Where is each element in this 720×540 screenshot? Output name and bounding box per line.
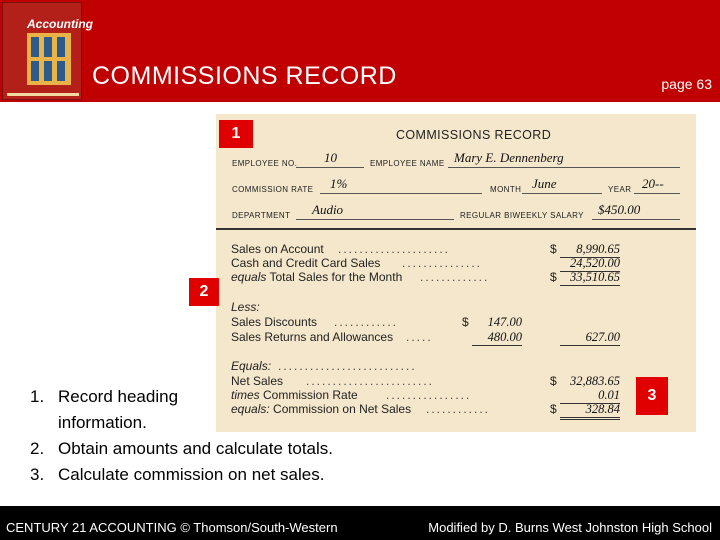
steps-list xyxy=(8,384,333,488)
step-3-badge: 3 xyxy=(636,377,668,415)
rate-amount: 0.01 xyxy=(560,388,620,404)
textbook-cover-image xyxy=(2,2,93,100)
less-label: Less: xyxy=(231,300,260,314)
commission-rate-row-label: times Commission Rate xyxy=(231,388,358,402)
sales-on-account-amount: 8,990.65 xyxy=(560,242,620,258)
commissions-record-form: COMMISSIONS RECORD EMPLOYEE NO. 10 EMPLOYEE NAME Mary E. Dennenberg COMMISSION RATE 1% MONTH June YEAR 20-- DEPARTMENT Audio REGULAR BIWEEKLY SALARY $450.00 Sales on Account ..................... $ 8,990.65 Cash and Credit Card Sales ............... 24,520.00 equals Total Sales for the Month ............. $ 33,510.65 Less: Sales Discounts ............ $ 147.00 Sales Returns and Allowances ..... 480.00 627.00 Equals: .......................... Net Sales ........................ $ 32,883.65 times Commission Rate ................ 0.01 equals: Commission on Net Sales ............ $ 328.84 xyxy=(216,114,696,432)
form-title: COMMISSIONS RECORD xyxy=(396,128,552,142)
employee-name-label: EMPLOYEE NAME xyxy=(370,159,445,168)
list-item: 2. Obtain amounts and calculate totals. xyxy=(30,439,333,458)
cash-credit-label: Cash and Credit Card Sales xyxy=(231,256,381,270)
sales-on-account-label: Sales on Account xyxy=(231,242,324,256)
cash-credit-amount: 24,520.00 xyxy=(560,256,620,272)
footer xyxy=(0,506,720,540)
salary-value: $450.00 xyxy=(598,202,641,217)
commission-amount: 328.84 xyxy=(560,402,620,420)
commission-label: equals: Commission on Net Sales xyxy=(231,402,412,416)
footer-left-text: CENTURY 21 ACCOUNTING © Thomson/South-Western xyxy=(6,520,338,535)
commission-rate-value: 1% xyxy=(330,176,348,191)
step-2-badge: 2 xyxy=(189,278,219,306)
employee-no-label: EMPLOYEE NO. xyxy=(232,159,298,168)
net-sales-label: Net Sales xyxy=(231,374,284,388)
total-sales-label: equals Total Sales for the Month xyxy=(231,270,403,284)
month-value: June xyxy=(532,176,557,191)
page-reference: page 63 xyxy=(661,76,712,92)
sales-discounts-amount: 147.00 xyxy=(487,315,522,329)
book-title: Accounting xyxy=(27,17,93,31)
footer-right-text: Modified by D. Burns West Johnston High School xyxy=(428,520,712,535)
header-bar xyxy=(0,0,720,102)
salary-label: REGULAR BIWEEKLY SALARY xyxy=(460,211,584,220)
list-item: 3. Calculate commission on net sales. xyxy=(30,465,325,484)
page-title: COMMISSIONS RECORD xyxy=(92,62,397,90)
department-label: DEPARTMENT xyxy=(232,211,291,220)
department-value: Audio xyxy=(312,202,344,217)
returns-label: Sales Returns and Allowances xyxy=(231,330,394,344)
step-1-badge: 1 xyxy=(219,120,253,148)
employee-no-value: 10 xyxy=(324,150,337,165)
list-item: 1. Record heading information. xyxy=(30,387,179,432)
less-total-amount: 627.00 xyxy=(560,330,620,346)
returns-amount: 480.00 xyxy=(472,330,522,346)
sales-discounts-label: Sales Discounts xyxy=(231,315,318,329)
total-sales-amount: 33,510.65 xyxy=(560,270,620,286)
net-sales-amount: 32,883.65 xyxy=(570,374,620,388)
month-label: MONTH xyxy=(490,185,522,194)
year-value: 20-- xyxy=(642,176,664,191)
commission-rate-label: COMMISSION RATE xyxy=(232,185,314,194)
year-label: YEAR xyxy=(608,185,632,194)
employee-name-value: Mary E. Dennenberg xyxy=(454,150,564,165)
equals-label: Equals: xyxy=(231,359,272,373)
